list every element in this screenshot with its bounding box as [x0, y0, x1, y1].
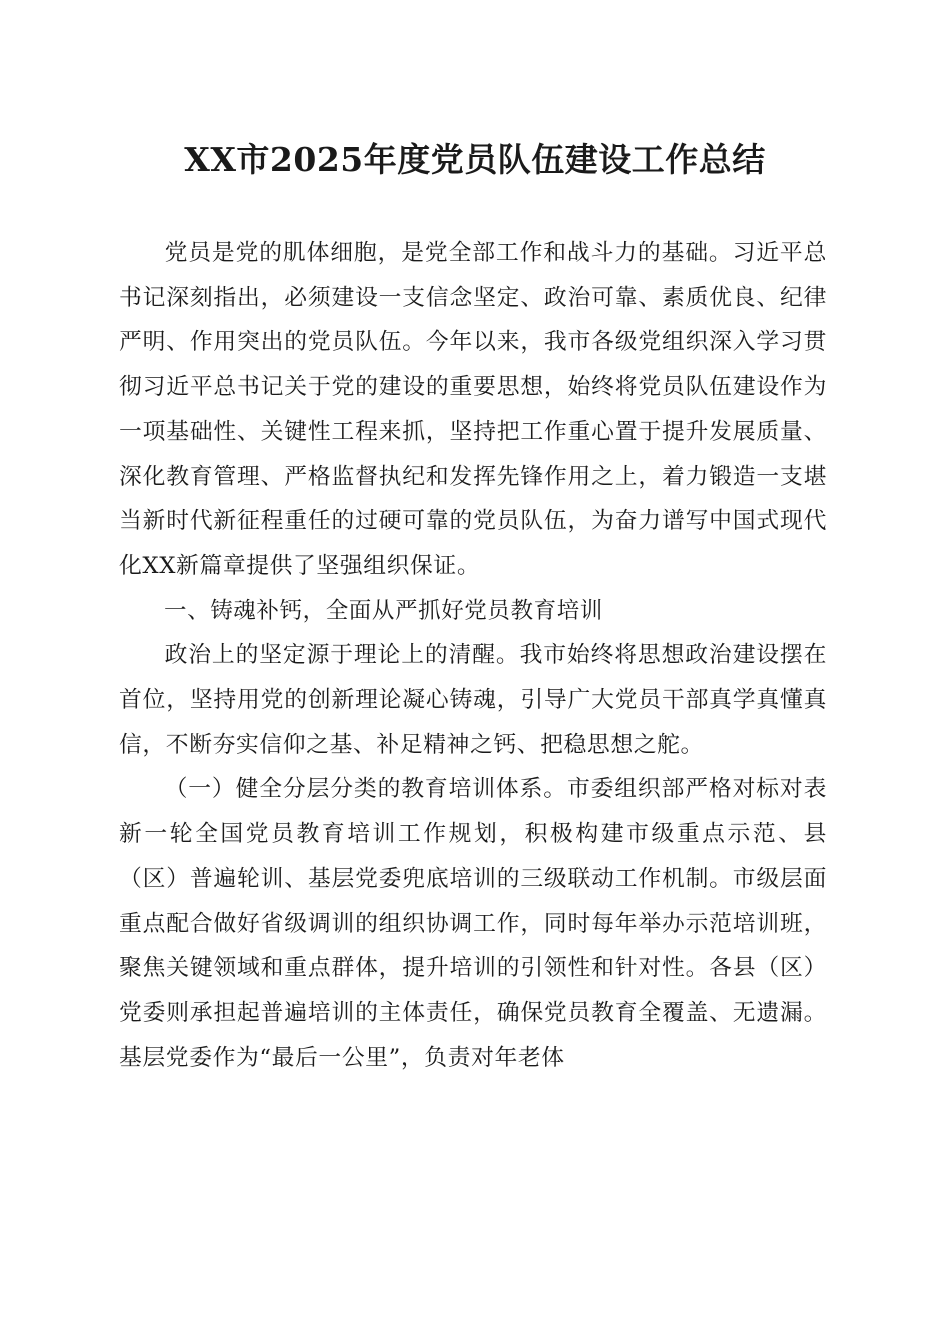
subsection-paragraph [119, 767, 827, 1080]
intro-paragraph: 党员是党的肌体细胞，是党全部工作和战斗力的基础。习近平总书记深刻指出，必须建设一支信念坚定、政治可靠、素质优良、纪律严明、作用突出的党员队伍。今年以来，我市各级党组织深入学习贯彻习近平总书记关于党的建设的重要思想，始终将党员队伍建设作为一项基础性、关键性工程来抓，坚持把工作重心置于提升发展质量、深化教育管理、严格监督执纪和发挥先锋作用之上，着力锻造一支堪当新时代新征程重任的过硬可靠的党员队伍，为奋力谱写中国式现代化XX新篇章提供了坚强组织保证。 [119, 240, 827, 579]
section-intro-paragraph: 政治上的坚定源于理论上的清醒。我市始终将思想政治建设摆在首位，坚持用党的创新理论凝心铸魂，引导广大党员干部真学真懂真信，不断夯实信仰之基、补足精神之钙、把稳思想之舵。 [119, 642, 827, 758]
section-heading: 一、铸魂补钙，全面从严抓好党员教育培训 [164, 597, 603, 624]
document-body [119, 231, 827, 1080]
subsection-heading: （一）健全分层分类的教育培训体系。 [164, 776, 567, 803]
subsection-body: 市委组织部严格对标对表新一轮全国党员教育培训工作规划，积极构建市级重点示范、县（区）普遍轮训、基层党委兜底培训的三级联动工作机制。市级层面重点配合做好省级调训的组织协调工作，同时每年举办示范培训班，聚焦关键领域和重点群体，提升培训的引领性和针对性。各县（区）党委则承担起普遍培训的主体责任，确保党员教育全覆盖、无遗漏。基层党委作为“最后一公里”，负责对年老体 [119, 776, 827, 1071]
document-title: XX市2025年度党员队伍建设工作总结 [184, 140, 766, 179]
